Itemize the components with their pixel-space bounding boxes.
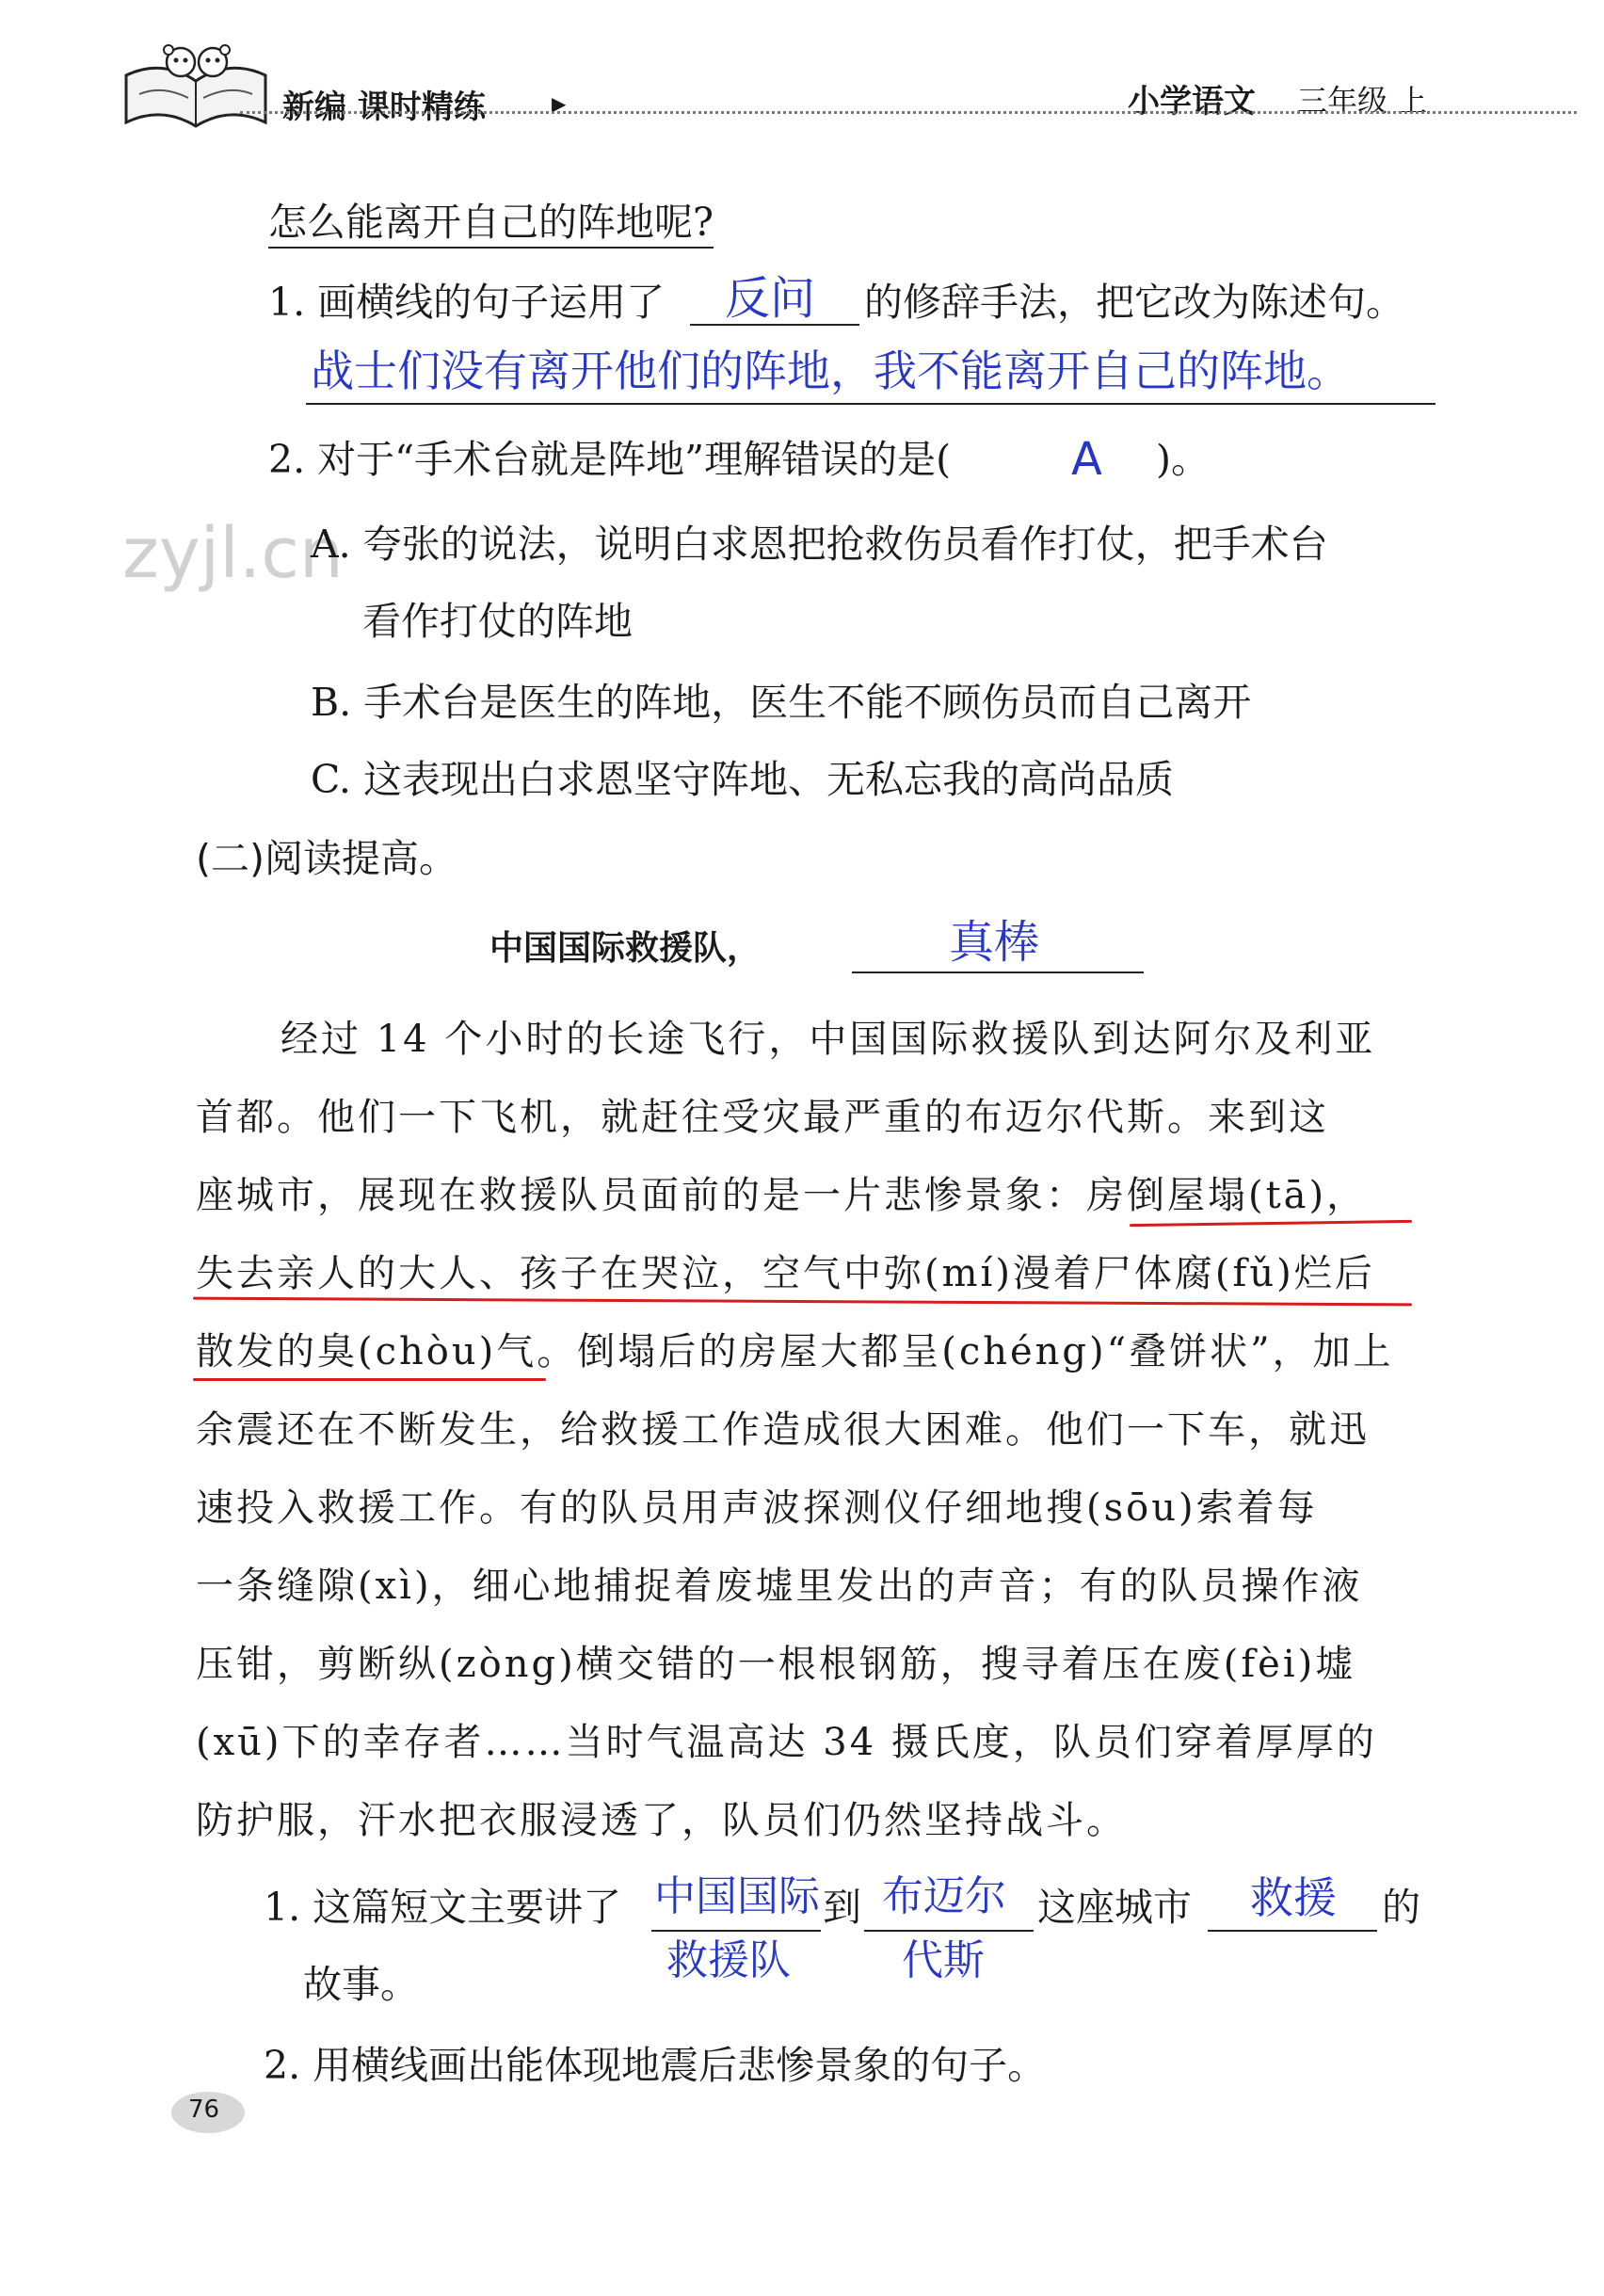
passage-line-10: (xū)下的幸存者……当时气温高达 34 摄氏度，队员们穿着厚厚的 [196,1721,1377,1764]
passage-line-11: 防护服，汗水把衣服浸透了，队员们仍然坚持战斗。 [196,1799,1127,1842]
red-underline-3 [193,1378,546,1381]
section2-heading: (二)阅读提高。 [196,836,457,881]
q3-part2: 到 [823,1885,861,1930]
title-answer: 真棒 [949,916,1040,969]
page-number: 76 [188,2095,220,2124]
header-arrow-icon: ▶ [552,92,567,115]
red-underline-1 [1130,1220,1412,1227]
top-text: 怎么能离开自己的阵地呢? [268,198,714,249]
q3-part1: 1. 这篇短文主要讲了 [264,1885,622,1930]
q4-text: 2. 用横线画出能体现地震后悲惨景象的句子。 [264,2043,1047,2088]
red-underline-2 [193,1297,1412,1307]
q2-option-b: B. 手术台是医生的阵地，医生不能不顾伤员而自己离开 [311,680,1252,725]
passage-line-3: 座城市，展现在救援队员面前的是一片悲惨景象：房倒屋塌(tā)， [196,1174,1368,1217]
passage-line-2: 首都。他们一下飞机，就赶往受灾最严重的布迈尔代斯。来到这 [196,1096,1329,1139]
q1-before: 1. 画横线的句子运用了 [268,280,666,325]
header-divider [240,111,1577,114]
q1-after: 的修辞手法，把它改为陈述句。 [864,280,1404,325]
passage-line-1: 经过 14 个小时的长途飞行，中国国际救援队到达阿尔及利亚 [281,1018,1376,1061]
passage-line-4: 失去亲人的大人、孩子在哭泣，空气中弥(mí)漫着尸体腐(fǔ)烂后 [196,1252,1375,1295]
q2-option-a-cont: 看作打仗的阵地 [362,599,633,644]
q2-option-a: A. 夸张的说法，说明白求恩把抢救伤员看作打仗，把手术台 [311,522,1328,567]
q1-answer: 反问 [725,272,816,325]
passage-line-5: 散发的臭(chòu)气。倒塌后的房屋大都呈(chéng)“叠饼状”，加上 [196,1330,1394,1373]
q3-answer2-line1: 布迈尔 [882,1872,1006,1920]
q2-answer: A [1071,433,1102,486]
book-mascot-icon [120,40,271,130]
q1-answer-sentence: 战士们没有离开他们的阵地，我不能离开自己的阵地。 [311,345,1350,396]
q3-answer1-line2: 救援队 [666,1936,791,1984]
passage-line-6: 余震还在不断发生，给救援工作造成很大困难。他们一下车，就迅 [196,1408,1370,1452]
q3-part4: 的 [1382,1885,1420,1930]
passage-line-9: 压钳，剪断纵(zòng)横交错的一根根钢筋，搜寻着压在废(fèi)墟 [196,1643,1356,1686]
header-series-title: 新编 课时精练 [282,88,486,126]
q3-answer1-line1: 中国国际 [654,1872,820,1920]
q2-text: 2. 对于“手术台就是阵地”理解错误的是( [268,437,952,482]
q3-answer2-line2: 代斯 [902,1936,985,1984]
q2-option-c: C. 这表现出白求恩坚守阵地、无私忘我的高尚品质 [311,757,1174,802]
q3-continuation: 故事。 [303,1962,419,2007]
q3-answer3: 救援 [1250,1872,1337,1923]
watermark: zyjl.cn [122,513,344,594]
q3-part3: 这座城市 [1037,1885,1192,1930]
header-grade: 三年级 上 [1297,83,1428,119]
passage-title: 中国国际救援队， [489,929,762,968]
passage-line-8: 一条缝隙(xì)，细心地捕捉着废墟里发出的声音；有的队员操作液 [196,1565,1363,1608]
header-subject: 小学语文 [1128,83,1256,120]
passage-line-7: 速投入救援工作。有的队员用声波探测仪仔细地搜(sōu)索着每 [196,1486,1318,1530]
header-book-logo [120,40,271,130]
q2-text-end: )。 [1156,437,1210,482]
